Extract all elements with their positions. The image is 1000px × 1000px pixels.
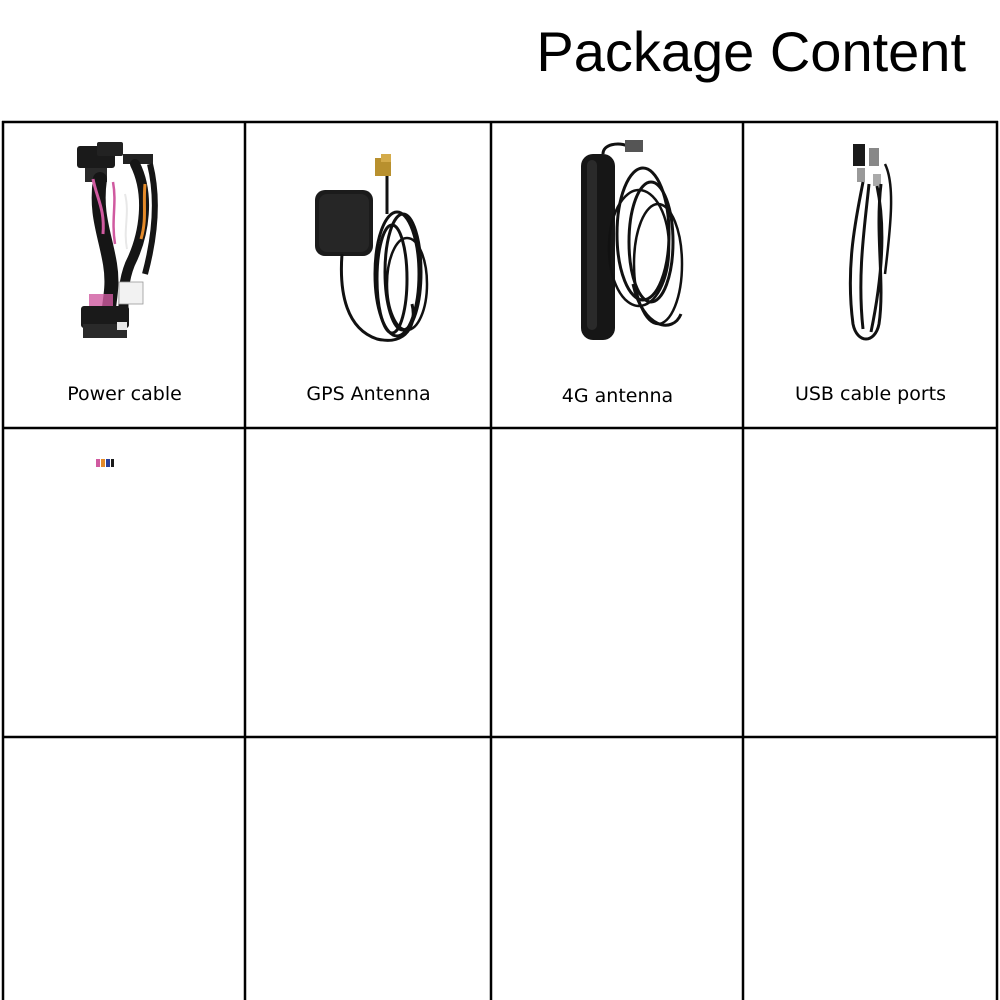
package-item-usb-cable — [745, 124, 996, 427]
item-label: Power cable — [67, 383, 182, 405]
package-item-power-cable — [5, 124, 244, 427]
item-label: GPS Antenna — [306, 383, 431, 405]
item-label: USB cable ports — [794, 383, 947, 405]
small-connector-fragment-icon — [95, 455, 115, 471]
item-label: 4G antenna — [561, 385, 674, 407]
package-item-4g-antenna — [493, 124, 742, 427]
package-item-gps-antenna — [247, 124, 490, 427]
power-cable-harness-icon — [5, 124, 244, 354]
usb-cable-icon — [745, 124, 996, 354]
page-title: Package Content — [536, 20, 966, 83]
gps-antenna-icon — [247, 124, 490, 354]
4g-antenna-icon — [493, 124, 742, 354]
